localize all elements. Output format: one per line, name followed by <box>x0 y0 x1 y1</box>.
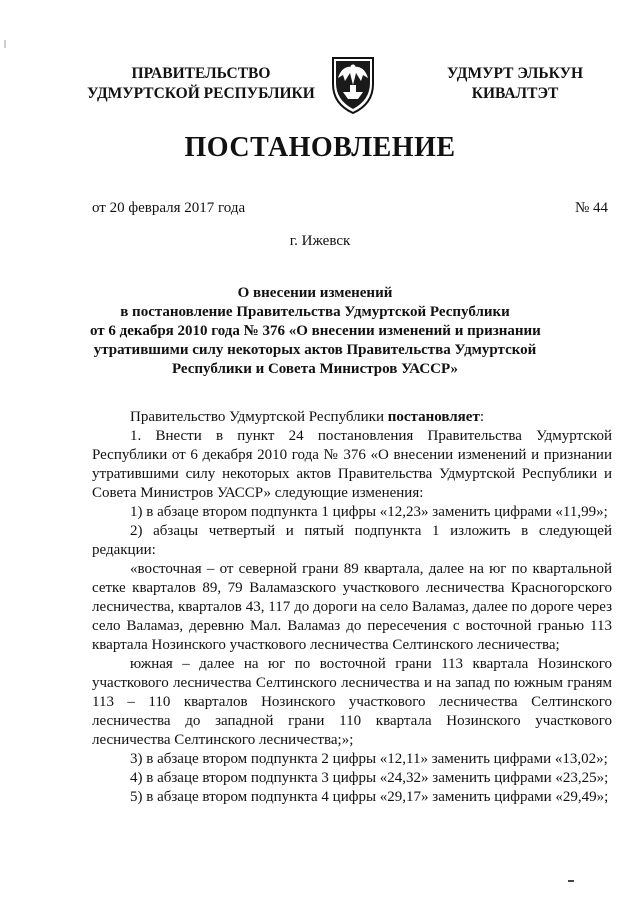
header-right-line: УДМУРТ ЭЛЬКУН <box>446 65 584 82</box>
header-left-line: УДМУРТСКОЙ РЕСПУБЛИКИ <box>87 85 315 102</box>
body-paragraph-2: 1) в абзаце втором подпункта 1 цифры «12,23» заменить цифрами «11,99»; <box>130 504 608 520</box>
title-line: Республики и Совета Министров УАССР» <box>171 361 459 377</box>
body-paragraph-8: 5) в абзаце втором подпункта 4 цифры «29,17» заменить цифрами «29,49»; <box>130 789 609 805</box>
intro-paragraph <box>92 408 612 427</box>
intro-text: Правительство Удмуртской Республики <box>130 409 388 425</box>
document-date: от 20 февраля 2017 года <box>92 200 246 216</box>
intro-verb: постановляет <box>387 409 480 425</box>
body-paragraph-4: «восточная – от северной грани 89 квартала, далее на юг по квартальной сетке кварталов 89, 79 Валамазского участкового лесничества Красногорского лесничества, кварталов 43, 117 до дороги на село Валамаз, далее по дороге через село Валамаз, деревню Мал. Валамаз до пересечения с восточной гранью 113 квартала Нозинского участкового лесничества Селтинского лесничества; <box>92 561 612 653</box>
document-title <box>90 284 540 379</box>
document-type: ПОСТАНОВЛЕНИЕ <box>184 132 456 163</box>
body-paragraph-1: 1. Внести в пункт 24 постановления Правительства Удмуртской Республики от 6 декабря 2010 года № 376 «О внесении изменений и признании утратившими силу некоторых актов Правительства Удмуртской Республики и Совета Министров УАССР» следующие изменения: <box>92 428 612 501</box>
body-paragraph-6: 3) в абзаце втором подпункта 2 цифры «12,11» заменить цифрами «13,02»; <box>130 751 608 767</box>
body-paragraph-7: 4) в абзаце втором подпункта 3 цифры «24,32» заменить цифрами «23,25»; <box>130 770 609 786</box>
header-left <box>86 64 316 104</box>
scan-edge-mark <box>4 40 6 48</box>
header-left-line: ПРАВИТЕЛЬСТВО <box>131 65 271 82</box>
document-number: № 44 <box>574 200 608 216</box>
document-body <box>92 408 612 807</box>
body-paragraph-5: южная – далее на юг по восточной грани 113 квартала Нозинского участкового лесничества Селтинского лесничества и на запад по южным граням 113 – 110 кварталов Нозинского участкового лесничества Селтинского лесничества до западной грани 110 квартала Нозинского участкового лесничества Селтинского лесничества;»; <box>92 656 612 748</box>
document-city: г. Ижевск <box>289 233 351 249</box>
title-line: в постановление Правительства Удмуртской Республики <box>120 304 510 320</box>
title-line: О внесении изменений <box>237 285 393 301</box>
body-paragraph-3: 2) абзацы четвертый и пятый подпункта 1 изложить в следующей редакции: <box>92 523 612 558</box>
title-line: утратившими силу некоторых актов Правительства Удмуртской <box>93 342 537 358</box>
scan-corner-mark <box>568 880 574 882</box>
intro-colon: : <box>479 409 484 425</box>
coat-of-arms-icon <box>328 54 378 116</box>
header-right <box>430 64 600 104</box>
header-right-line: КИВАЛТЭТ <box>471 85 559 102</box>
title-line: от 6 декабря 2010 года № 376 «О внесении изменений и признании <box>90 323 541 339</box>
